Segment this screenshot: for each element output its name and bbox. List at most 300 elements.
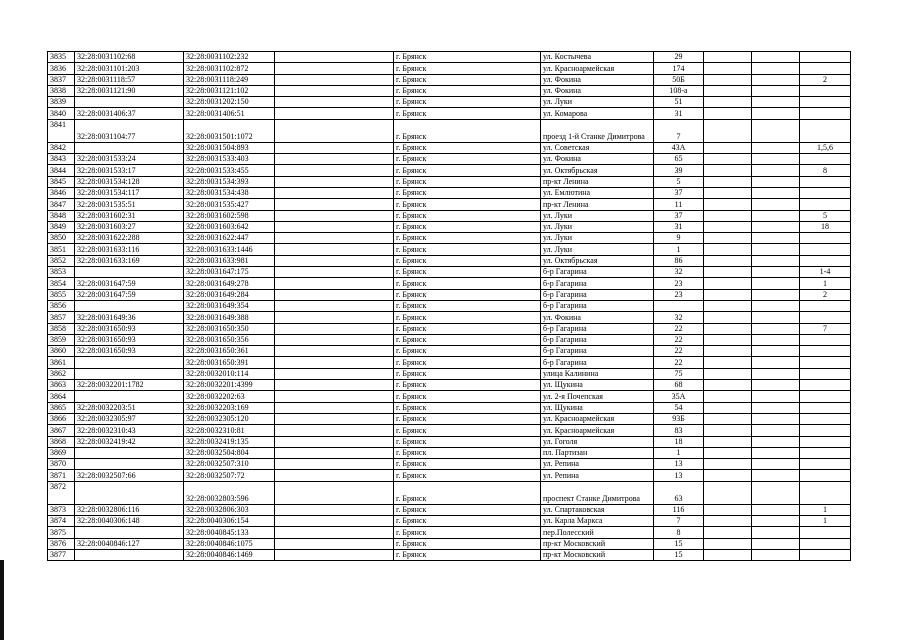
house-number-cell: 83 [654,425,704,436]
empty-cell [752,549,800,560]
empty-cell [275,538,394,549]
street-address-cell: б-р Гагарина [541,300,654,311]
house-number-cell: 1 [654,244,704,255]
table-row [48,380,851,391]
building-cadastral-number: 32:28:0031647:175 [184,267,275,278]
table-row [48,413,851,424]
city-cell: г. Брянск [394,199,541,210]
city-cell: г. Брянск [394,459,541,470]
note-cell: 1-4 [800,267,851,278]
note-cell [800,527,851,538]
empty-cell [275,176,394,187]
house-number-cell: 43А [654,142,704,153]
land-cadastral-number: 32:28:0032305:97 [75,413,184,424]
note-cell [800,312,851,323]
empty-cell [704,481,752,504]
note-cell: 2 [800,74,851,85]
empty-cell [752,233,800,244]
land-cadastral-number: 32:28:0031650:93 [75,346,184,357]
empty-cell [275,289,394,300]
empty-cell [275,312,394,323]
table-row [48,210,851,221]
street-address-cell: ул. Красноармейская [541,425,654,436]
note-cell [800,176,851,187]
note-cell [800,255,851,266]
table-row [48,63,851,74]
empty-cell [752,278,800,289]
land-cadastral-number: 32:28:0032507:66 [75,470,184,481]
city-cell: г. Брянск [394,142,541,153]
empty-cell [704,549,752,560]
land-cadastral-number: 32:28:0031633:169 [75,255,184,266]
empty-cell [275,380,394,391]
empty-cell [704,391,752,402]
empty-cell [275,267,394,278]
row-number: 3871 [48,470,75,481]
empty-cell [704,108,752,119]
row-number: 3844 [48,165,75,176]
note-cell [800,357,851,368]
land-cadastral-number [75,549,184,560]
empty-cell [275,413,394,424]
empty-cell [752,74,800,85]
building-cadastral-number: 32:28:0031650:361 [184,346,275,357]
empty-cell [275,74,394,85]
land-cadastral-number: 32:28:0031101:203 [75,63,184,74]
street-address-cell: проспект Станке Димитрова [541,481,654,504]
table-row [48,391,851,402]
land-cadastral-number [75,97,184,108]
land-cadastral-number: 32:28:0031118:57 [75,74,184,85]
land-cadastral-number [75,368,184,379]
row-number: 3865 [48,402,75,413]
row-number: 3875 [48,527,75,538]
street-address-cell: б-р Гагарина [541,346,654,357]
empty-cell [752,176,800,187]
street-address-cell: ул. Луки [541,233,654,244]
row-number: 3835 [48,52,75,63]
street-address-cell: пр-кт Московский [541,549,654,560]
empty-cell [704,210,752,221]
table-row [48,267,851,278]
land-cadastral-number [75,527,184,538]
city-cell: г. Брянск [394,470,541,481]
row-number: 3843 [48,154,75,165]
empty-cell [704,52,752,63]
land-cadastral-number: 32:28:0031602:31 [75,210,184,221]
empty-cell [704,323,752,334]
street-address-cell: ул. Красноармейская [541,413,654,424]
note-cell [800,85,851,96]
building-cadastral-number: 32:28:0032010:114 [184,368,275,379]
house-number-cell: 108-а [654,85,704,96]
house-number-cell: 51 [654,97,704,108]
house-number-cell: 15 [654,538,704,549]
street-address-cell: пл. Партизан [541,447,654,458]
building-cadastral-number: 32:28:0031633:1446 [184,244,275,255]
city-cell: г. Брянск [394,221,541,232]
land-cadastral-number [75,459,184,470]
house-number-cell: 32 [654,312,704,323]
table-row [48,244,851,255]
house-number-cell: 18 [654,436,704,447]
table-row [48,85,851,96]
building-cadastral-number: 32:28:0031534:393 [184,176,275,187]
note-cell: 1,5,6 [800,142,851,153]
table-row [48,425,851,436]
empty-cell [704,402,752,413]
table-row [48,52,851,63]
empty-cell [275,233,394,244]
note-cell: 7 [800,323,851,334]
table-row [48,538,851,549]
empty-cell [752,346,800,357]
note-cell [800,63,851,74]
empty-cell [704,176,752,187]
table-row [48,323,851,334]
empty-cell [275,346,394,357]
empty-cell [752,357,800,368]
empty-cell [752,289,800,300]
empty-cell [752,255,800,266]
building-cadastral-number: 32:28:0031533:403 [184,154,275,165]
empty-cell [275,447,394,458]
land-cadastral-number [75,267,184,278]
row-number: 3842 [48,142,75,153]
house-number-cell: 35А [654,391,704,402]
row-number: 3851 [48,244,75,255]
row-number: 3862 [48,368,75,379]
empty-cell [704,312,752,323]
register-rows [48,52,851,561]
city-cell: г. Брянск [394,436,541,447]
land-cadastral-number [75,300,184,311]
table-row [48,74,851,85]
building-cadastral-number: 32:28:0031535:427 [184,199,275,210]
row-number: 3846 [48,187,75,198]
note-cell [800,413,851,424]
house-number-cell: 39 [654,165,704,176]
note-cell: 8 [800,165,851,176]
city-cell: г. Брянск [394,187,541,198]
row-number: 3837 [48,74,75,85]
note-cell [800,244,851,255]
empty-cell [752,459,800,470]
note-cell [800,334,851,345]
house-number-cell: 22 [654,323,704,334]
land-cadastral-number: 32:28:0032203:51 [75,402,184,413]
city-cell: г. Брянск [394,515,541,526]
empty-cell [704,459,752,470]
table-row [48,199,851,210]
row-number: 3847 [48,199,75,210]
street-address-cell: ул. 2-я Почепская [541,391,654,402]
empty-cell [704,380,752,391]
property-register-table [47,51,851,561]
empty-cell [275,255,394,266]
empty-cell [704,255,752,266]
row-number: 3836 [48,63,75,74]
note-cell [800,549,851,560]
building-cadastral-number: 32:28:0031501:1072 [184,119,275,142]
row-number: 3860 [48,346,75,357]
empty-cell [752,368,800,379]
land-cadastral-number: 32:28:0032201:1782 [75,380,184,391]
city-cell: г. Брянск [394,323,541,334]
city-cell: г. Брянск [394,334,541,345]
empty-cell [275,425,394,436]
building-cadastral-number: 32:28:0031118:249 [184,74,275,85]
row-number: 3859 [48,334,75,345]
building-cadastral-number: 32:28:0032305:120 [184,413,275,424]
empty-cell [704,187,752,198]
city-cell: г. Брянск [394,346,541,357]
house-number-cell: 22 [654,346,704,357]
city-cell: г. Брянск [394,210,541,221]
street-address-cell: проезд 1-й Станке Димитрова [541,119,654,142]
city-cell: г. Брянск [394,154,541,165]
house-number-cell: 50Б [654,74,704,85]
table-row [48,549,851,560]
building-cadastral-number: 32:28:0031603:642 [184,221,275,232]
empty-cell [752,402,800,413]
city-cell: г. Брянск [394,278,541,289]
note-cell [800,300,851,311]
table-row [48,278,851,289]
city-cell: г. Брянск [394,549,541,560]
land-cadastral-number: 32:28:0031649:36 [75,312,184,323]
building-cadastral-number: 32:28:0031406:51 [184,108,275,119]
table-row [48,368,851,379]
table-row [48,447,851,458]
empty-cell [275,459,394,470]
street-address-cell: ул. Октябрьская [541,255,654,266]
city-cell: г. Брянск [394,74,541,85]
empty-cell [704,346,752,357]
empty-cell [752,447,800,458]
building-cadastral-number: 32:28:0031649:284 [184,289,275,300]
street-address-cell: ул. Емлютина [541,187,654,198]
land-cadastral-number [75,391,184,402]
street-address-cell: ул. Луки [541,244,654,255]
building-cadastral-number: 32:28:0040846:1075 [184,538,275,549]
table-row [48,221,851,232]
table-row [48,176,851,187]
house-number-cell [654,300,704,311]
empty-cell [752,470,800,481]
empty-cell [275,504,394,515]
row-number: 3869 [48,447,75,458]
building-cadastral-number: 32:28:0031649:354 [184,300,275,311]
building-cadastral-number: 32:28:0032203:169 [184,402,275,413]
house-number-cell: 15 [654,549,704,560]
table-row [48,334,851,345]
note-cell [800,380,851,391]
city-cell: г. Брянск [394,357,541,368]
empty-cell [752,244,800,255]
empty-cell [752,52,800,63]
city-cell: г. Брянск [394,391,541,402]
street-address-cell: ул. Фокина [541,154,654,165]
land-cadastral-number [75,447,184,458]
street-address-cell: ул. Красноармейская [541,63,654,74]
street-address-cell: пр-кт Ленина [541,199,654,210]
empty-cell [704,63,752,74]
street-address-cell: пр-кт Московский [541,538,654,549]
building-cadastral-number: 32:28:0031650:391 [184,357,275,368]
row-number: 3870 [48,459,75,470]
house-number-cell: 13 [654,459,704,470]
empty-cell [752,481,800,504]
table-row [48,346,851,357]
row-number: 3872 [48,481,75,504]
street-address-cell: ул. Советская [541,142,654,153]
empty-cell [704,447,752,458]
street-address-cell: б-р Гагарина [541,267,654,278]
street-address-cell: ул. Щукина [541,402,654,413]
empty-cell [704,470,752,481]
empty-cell [704,142,752,153]
city-cell: г. Брянск [394,504,541,515]
city-cell: г. Брянск [394,380,541,391]
empty-cell [752,119,800,142]
row-number: 3877 [48,549,75,560]
house-number-cell: 7 [654,119,704,142]
note-cell [800,402,851,413]
table-row [48,142,851,153]
empty-cell [752,221,800,232]
land-cadastral-number: 32:28:0032310:43 [75,425,184,436]
table-row [48,300,851,311]
empty-cell [704,165,752,176]
street-address-cell: ул. Репина [541,470,654,481]
page-edge-mark [0,560,4,640]
empty-cell [752,515,800,526]
row-number: 3840 [48,108,75,119]
street-address-cell: ул. Карла Маркса [541,515,654,526]
empty-cell [704,74,752,85]
empty-cell [275,357,394,368]
house-number-cell: 9 [654,233,704,244]
note-cell [800,97,851,108]
street-address-cell: ул. Фокина [541,312,654,323]
note-cell [800,436,851,447]
empty-cell [752,154,800,165]
table-row [48,357,851,368]
house-number-cell: 54 [654,402,704,413]
note-cell: 18 [800,221,851,232]
empty-cell [704,300,752,311]
land-cadastral-number: 32:28:0040306:148 [75,515,184,526]
note-cell: 1 [800,278,851,289]
empty-cell [752,85,800,96]
empty-cell [275,63,394,74]
row-number: 3867 [48,425,75,436]
table-row [48,481,851,504]
city-cell: г. Брянск [394,119,541,142]
city-cell: г. Брянск [394,368,541,379]
table-row [48,515,851,526]
building-cadastral-number: 32:28:0032507:72 [184,470,275,481]
land-cadastral-number: 32:28:0031622:288 [75,233,184,244]
city-cell: г. Брянск [394,165,541,176]
street-address-cell: б-р Гагарина [541,357,654,368]
row-number: 3845 [48,176,75,187]
empty-cell [704,221,752,232]
street-address-cell: б-р Гагарина [541,278,654,289]
empty-cell [275,527,394,538]
empty-cell [275,391,394,402]
land-cadastral-number: 32:28:0031650:93 [75,334,184,345]
empty-cell [704,527,752,538]
building-cadastral-number: 32:28:0040846:1469 [184,549,275,560]
building-cadastral-number: 32:28:0031102:872 [184,63,275,74]
empty-cell [752,142,800,153]
street-address-cell: б-р Гагарина [541,323,654,334]
city-cell: г. Брянск [394,481,541,504]
empty-cell [752,538,800,549]
empty-cell [704,97,752,108]
building-cadastral-number: 32:28:0031102:232 [184,52,275,63]
empty-cell [275,187,394,198]
empty-cell [752,63,800,74]
table-row [48,470,851,481]
city-cell: г. Брянск [394,425,541,436]
note-cell [800,459,851,470]
empty-cell [275,210,394,221]
street-address-cell: ул. Луки [541,221,654,232]
row-number: 3874 [48,515,75,526]
note-cell [800,52,851,63]
row-number: 3873 [48,504,75,515]
empty-cell [704,357,752,368]
note-cell [800,470,851,481]
city-cell: г. Брянск [394,289,541,300]
empty-cell [704,413,752,424]
building-cadastral-number: 32:28:0032504:804 [184,447,275,458]
note-cell: 1 [800,504,851,515]
city-cell: г. Брянск [394,538,541,549]
house-number-cell: 68 [654,380,704,391]
house-number-cell: 22 [654,334,704,345]
empty-cell [275,97,394,108]
empty-cell [275,481,394,504]
empty-cell [752,199,800,210]
building-cadastral-number: 32:28:0032803:596 [184,481,275,504]
table-row [48,187,851,198]
empty-cell [275,323,394,334]
note-cell [800,425,851,436]
building-cadastral-number: 32:28:0031533:455 [184,165,275,176]
empty-cell [275,244,394,255]
house-number-cell: 116 [654,504,704,515]
land-cadastral-number: 32:28:0031533:24 [75,154,184,165]
row-number: 3866 [48,413,75,424]
house-number-cell: 75 [654,368,704,379]
table-row [48,108,851,119]
empty-cell [704,233,752,244]
house-number-cell: 174 [654,63,704,74]
house-number-cell: 65 [654,154,704,165]
empty-cell [275,334,394,345]
building-cadastral-number: 32:28:0032419:135 [184,436,275,447]
building-cadastral-number: 32:28:0031649:388 [184,312,275,323]
empty-cell [752,187,800,198]
note-cell [800,346,851,357]
empty-cell [752,334,800,345]
empty-cell [704,289,752,300]
note-cell [800,233,851,244]
